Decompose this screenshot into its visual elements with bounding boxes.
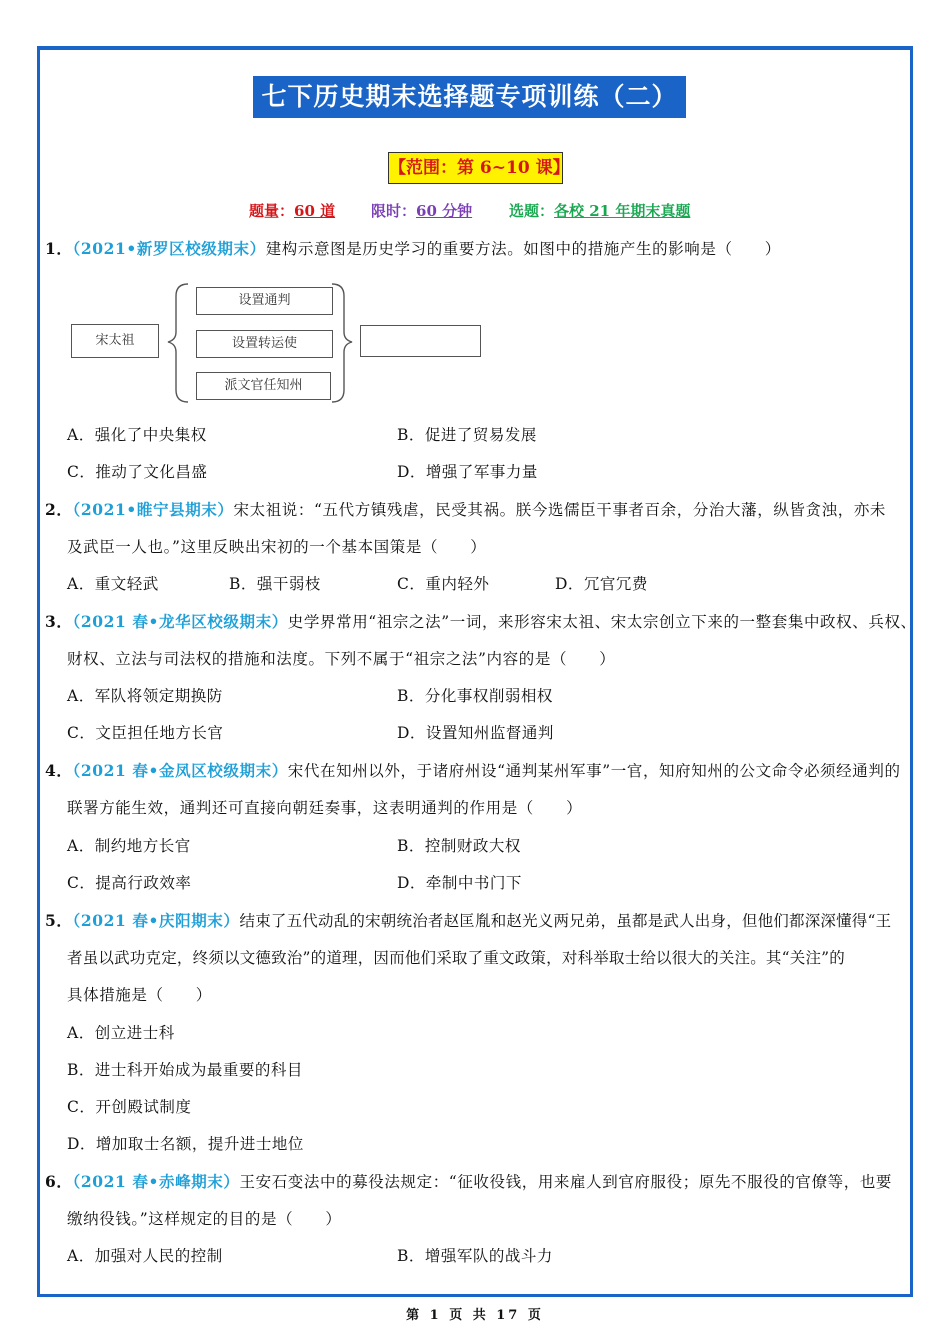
diagram-item: 设置转运使 xyxy=(196,330,333,358)
question-text: 结束了五代动乱的宋朝统治者赵匡胤和赵光义两兄弟，虽都是武人出身，但他们都深深懂得“王 xyxy=(239,912,892,930)
count-label: 题量： xyxy=(249,202,295,220)
question-text: 联署方能生效，通判还可直接向朝廷奏事，这表明通判的作用是（ ） xyxy=(67,799,583,817)
option-a[interactable]: A．强化了中央集权 xyxy=(67,426,207,444)
option-b[interactable]: B．分化事权削弱相权 xyxy=(397,687,553,705)
source-label: 选题： xyxy=(509,202,555,220)
question-source: （2021 春•金凤区校级期末） xyxy=(72,761,288,780)
question-2-stem xyxy=(45,499,886,521)
count-meta xyxy=(249,200,335,222)
time-value: 60 分钟 xyxy=(416,202,473,220)
option-b[interactable]: B．促进了贸易发展 xyxy=(397,426,537,444)
option-c[interactable]: C．推动了文化昌盛 xyxy=(67,463,208,481)
time-label: 限时： xyxy=(371,202,417,220)
option-b[interactable]: B．增强军队的战斗力 xyxy=(397,1247,553,1265)
option-d[interactable]: D．增强了军事力量 xyxy=(397,463,538,481)
option-c[interactable]: C．开创殿试制度 xyxy=(67,1098,192,1116)
question-3-stem xyxy=(45,611,917,633)
question-1-stem xyxy=(45,238,781,260)
question-number: 4． xyxy=(45,761,73,780)
diagram-result-blank xyxy=(360,325,481,357)
question-source: （2021•睢宁县期末） xyxy=(72,500,234,519)
option-c[interactable]: C．文臣担任地方长官 xyxy=(67,724,224,742)
question-text: 宋太祖说：“五代方镇残虐，民受其祸。朕今选儒臣干事者百余，分治大藩，纵皆贪浊，亦未 xyxy=(233,501,887,519)
option-c[interactable]: C．提高行政效率 xyxy=(67,874,192,892)
question-text: 具体措施是（ ） xyxy=(67,986,212,1004)
right-border xyxy=(910,46,913,1297)
question-number: 3． xyxy=(45,612,73,631)
question-number: 5． xyxy=(45,911,73,930)
question-source: （2021 春•龙华区校级期末） xyxy=(72,612,288,631)
diagram-item: 派文官任知州 xyxy=(196,372,331,400)
diagram-item: 设置通判 xyxy=(196,287,333,315)
range-badge: 【范围：第 6~10 课】 xyxy=(388,152,563,184)
option-b[interactable]: B．进士科开始成为最重要的科目 xyxy=(67,1061,303,1079)
question-source: （2021 春•庆阳期末） xyxy=(72,911,240,930)
option-a[interactable]: A．创立进士科 xyxy=(67,1024,175,1042)
count-value: 60 道 xyxy=(294,202,336,220)
question-text: 者虽以武功克定，终须以文德致治”的道理，因而他们采取了重文政策，对科举取士给以很大的关注。其“关注”的 xyxy=(67,949,845,967)
question-text: 缴纳役钱。”这样规定的目的是（ ） xyxy=(67,1210,342,1228)
page-footer: 第 1 页 共 17 页 xyxy=(406,1308,544,1323)
option-c[interactable]: C．重内轻外 xyxy=(397,575,490,593)
left-border xyxy=(37,46,40,1297)
question-number: 2． xyxy=(45,500,73,519)
question-text: 宋代在知州以外，于诸府州设“通判某州军事”一官，知府知州的公文命令必须经通判的 xyxy=(287,762,901,780)
source-value: 各校 21 年期末真题 xyxy=(554,202,691,220)
page-title: 七下历史期末选择题专项训练（二） xyxy=(253,76,686,118)
option-d[interactable]: D．增加取士名额，提升进士地位 xyxy=(67,1135,304,1153)
time-meta xyxy=(371,200,472,222)
question-number: 1． xyxy=(45,239,73,258)
question-6-stem xyxy=(45,1171,892,1193)
bottom-border xyxy=(37,1294,913,1297)
option-a[interactable]: A．重文轻武 xyxy=(67,575,159,593)
question-source: （2021•新罗区校级期末） xyxy=(72,239,266,258)
option-d[interactable]: D．设置知州监督通判 xyxy=(397,724,554,742)
question-text: 财权、立法与司法权的措施和法度。下列不属于“祖宗之法”内容的是（ ） xyxy=(67,650,616,668)
diagram-braces xyxy=(160,280,360,406)
option-a[interactable]: A．军队将领定期换防 xyxy=(67,687,223,705)
question-text: 建构示意图是历史学习的重要方法。如图中的措施产生的影响是（ ） xyxy=(265,240,781,258)
question-number: 6． xyxy=(45,1172,73,1191)
option-b[interactable]: B．控制财政大权 xyxy=(397,837,521,855)
option-a[interactable]: A．加强对人民的控制 xyxy=(67,1247,223,1265)
diagram-root: 宋太祖 xyxy=(71,324,159,358)
top-border xyxy=(37,46,913,50)
option-d[interactable]: D．牵制中书门下 xyxy=(397,874,522,892)
question-text: 史学界常用“祖宗之法”一词，来形容宋太祖、宋太宗创立下来的一整套集中政权、兵权、 xyxy=(287,613,917,631)
question-4-stem xyxy=(45,760,901,782)
question-5-stem xyxy=(45,910,891,932)
option-d[interactable]: D．冗官冗费 xyxy=(555,575,648,593)
question-source: （2021 春•赤峰期末） xyxy=(72,1172,240,1191)
question-text: 及武臣一人也。”这里反映出宋初的一个基本国策是（ ） xyxy=(67,538,487,556)
source-meta xyxy=(509,200,690,222)
option-a[interactable]: A．制约地方长官 xyxy=(67,837,191,855)
option-b[interactable]: B．强干弱枝 xyxy=(229,575,321,593)
question-text: 王安石变法中的募役法规定：“征收役钱，用来雇人到官府服役；原先不服役的官僚等，也要 xyxy=(239,1173,893,1191)
